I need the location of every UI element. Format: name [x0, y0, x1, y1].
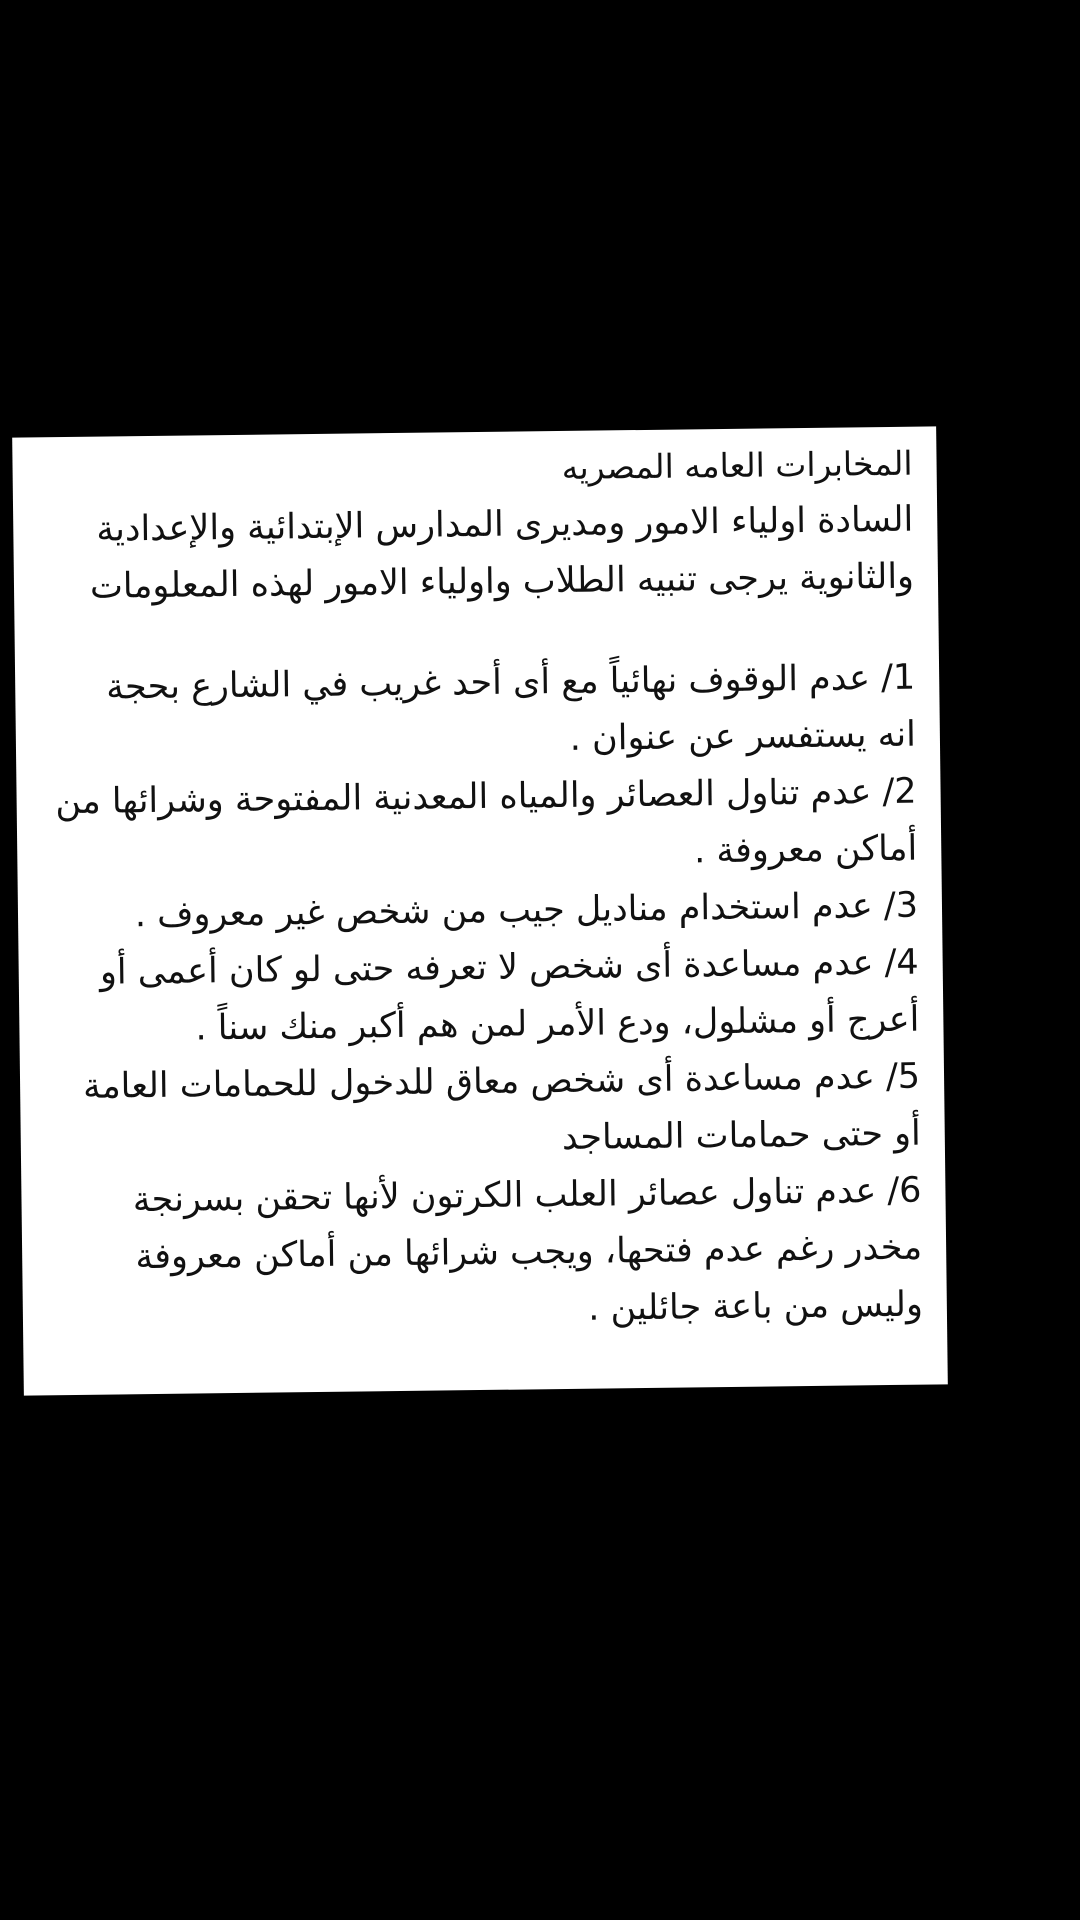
- list-item: [50, 1049, 921, 1174]
- item-6-line-1: [51, 1163, 922, 1231]
- list-item: [45, 650, 916, 775]
- notice-intro-line-1: السادة اولياء الامور ومديرى المدارس الإبتدائية والإعدادية: [96, 499, 914, 550]
- item-2-line-2: أماكن معروفة .: [693, 828, 918, 872]
- item-1-line-2: انه يستفسر عن عنوان .: [569, 714, 917, 759]
- item-3-text-1: عدم استخدام مناديل جيب من شخص غير معروف .: [134, 886, 873, 936]
- notice-title: المخابرات العامه المصريه: [561, 443, 913, 487]
- item-5-line-1: [50, 1049, 921, 1117]
- list-item: [51, 1163, 923, 1345]
- list-item: [48, 935, 919, 1060]
- item-6-line-2: مخدر رغم عدم فتحها، ويجب شرائها من أماكن معروفة: [135, 1227, 923, 1278]
- item-4-text-1: عدم مساعدة أى شخص لا تعرفه حتى لو كان أعمى أو: [99, 943, 874, 993]
- item-4-number: 4/: [884, 942, 919, 984]
- item-6-number: 6/: [887, 1170, 922, 1212]
- notice-paper: [12, 426, 948, 1395]
- item-6-text-1: عدم تناول عصائر العلب الكرتون لأنها تحقن بسرنجة: [132, 1171, 877, 1221]
- notice-intro-line-2: والثانوية يرجى تنبيه الطلاب واولياء الامور لهذه المعلومات: [89, 556, 915, 607]
- item-5-text-1: عدم مساعدة أى شخص معاق للدخول للحمامات العامة: [82, 1057, 876, 1107]
- item-3-line-1: [48, 878, 919, 946]
- item-5-line-2: أو حتى حمامات المساجد: [561, 1113, 921, 1159]
- list-item: [48, 878, 919, 946]
- item-6-line-3: وليس من باعة جائلين .: [587, 1284, 924, 1329]
- item-2-number: 2/: [882, 771, 917, 813]
- item-4-line-2: أعرج أو مشلول، ودع الأمر لمن هم أكبر منك سناً .: [195, 999, 920, 1049]
- item-1-text-1: عدم الوقوف نهائياً مع أى أحد غريب في الشارع بحجة: [106, 658, 871, 708]
- item-5-number: 5/: [885, 1056, 921, 1098]
- list-item: [46, 764, 917, 889]
- item-4-line-1: [48, 935, 919, 1003]
- item-2-text-1: عدم تناول العصائر والمياه المعدنية المفتوحة وشرائها من: [55, 772, 872, 823]
- item-2-line-1: [46, 764, 917, 832]
- item-3-number: 3/: [883, 885, 919, 927]
- item-1-number: 1/: [880, 657, 916, 699]
- item-1-line-1: [45, 650, 916, 718]
